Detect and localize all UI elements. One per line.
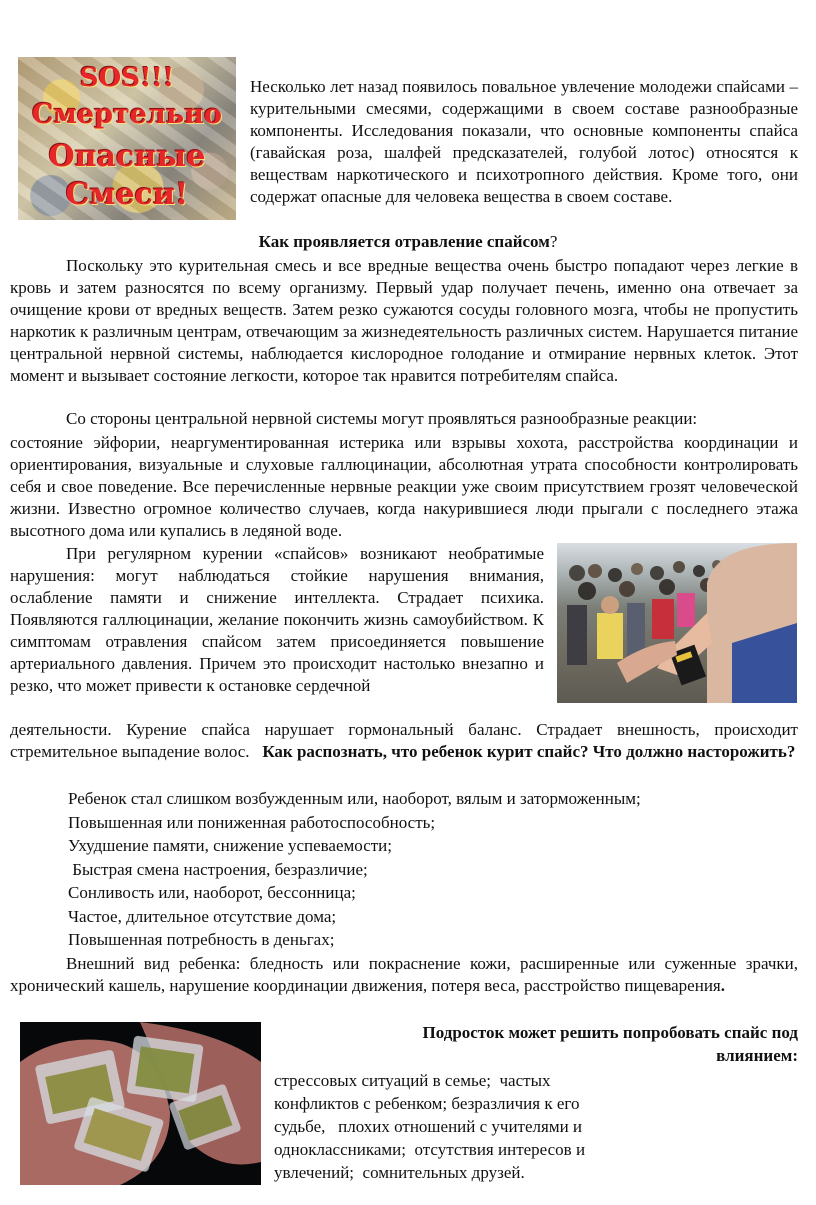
appearance-end: . [720,976,725,995]
poster-line-3: Опасные [48,139,206,174]
heading-poisoning-qmark: ? [549,232,558,251]
influence-line: судьбе, плохих отношений с учителями и [274,1117,583,1136]
cns-paragraph-intro: Со стороны центральной нервной системы могут проявляться разнообразные реакции: [66,409,698,428]
heading-influence-line2: влиянием: [716,1046,798,1065]
poster-line-4: Смеси! [65,177,189,212]
regular-smoking-paragraph: При регулярном курении «спайсов» возникают необратимые нарушения: могут наблюдаться стойкие нарушения внимания, ослабление памяти и снижение интеллекта. Страдает психика. Появляются галлюцинации, желание покончить жизнь самоубийством. К симптомам отравления спайсом затем присоединяется повышение артериального давления. Причем это происходит настолько внезапно и резко, что может привести к остановке сердечной [10,544,544,695]
sign-item: Повышенная или пониженная работоспособность; [68,813,436,832]
heading-recognize-part2: спайс? Что должно насторожить? [536,742,796,761]
influence-line: стрессовых ситуаций в семье; частых [274,1071,551,1090]
poisoning-paragraph: Поскольку это курительная смесь и все вредные вещества очень быстро попадают через легкие в кровь и затем разносятся по всему организму. Первый удар получает печень, именно она отвечает за очищение крови от вредных веществ. Затем резко сужаются сосуды головного мозга, чтобы не пропустить наркотик к различным центрам, отвечающим за жизнедеятельность различных систем. Нарушается питание центральной нервной системы, наблюдается кислородное голодание и отмирание нервных клеток. Этот момент и вызывает состояние легкости, которое так нравится потребителям спайса. [10,256,798,385]
influence-line: одноклассниками; отсутствия интересов и [274,1140,586,1159]
sign-item: Повышенная потребность в деньгах; [68,930,335,949]
heading-poisoning [0,231,816,253]
heading-poisoning-text: Как проявляется отравление спайсом [258,232,550,251]
intro-paragraph: Несколько лет назад появилось повальное увлечение молодежи спайсами – курительными смесями, содержащими в своем составе разнообразные компоненты. Исследования показали, что основные компоненты спайса (гавайская роза, шалфей предсказателей, голубой лотос) относятся к веществам наркотического и психотропного действия. Кроме того, они содержат опасные для человека вещества в своем составе. [250,77,798,206]
sign-item: Частое, длительное отсутствие дома; [68,907,337,926]
appearance-text: Внешний вид ребенка: бледность или покраснение кожи, расширенные или суженные зрачки, хронический кашель, нарушение координации движения, потеря веса, расстройство пищеварения [10,954,798,995]
sign-item: Сонливость или, наоборот, бессонница; [68,883,356,902]
appearance-paragraph [10,953,798,997]
regular-smoking-paragraph-cont [10,719,798,763]
crowd-photo [557,543,797,703]
sign-item: Ребенок стал слишком возбужденным или, наоборот, вялым и заторможенным; [68,789,641,808]
heading-recognize-part1: Как распознать, что ребенок курит [262,742,533,761]
poster-line-2: Смертельно [31,99,223,130]
crowd-photo-illustration [557,543,797,703]
influence-line: увлечений; сомнительных друзей. [274,1163,525,1182]
poster-line-1: SOS!!! [79,63,175,93]
regular-smoking-paragraph-end: деятельности. Курение спайса нарушает гормональный баланс. Страдает внешность, происходит стремительное выпадение волос. [10,720,798,761]
influence-line: конфликтов с ребенком; безразличия к его [274,1094,580,1113]
sos-poster-image [18,57,236,220]
spice-bags-photo [20,1022,261,1185]
sign-item: Ухудшение памяти, снижение успеваемости; [68,836,392,855]
sign-item: Быстрая смена настроения, безразличие; [68,860,368,879]
spice-bags-illustration [20,1022,261,1185]
cns-paragraph: состояние эйфории, неаргументированная истерика или взрывы хохота, расстройства координации и ориентирования, визуальные и слуховые галлюцинации, абсолютная утрата способности контролировать себя и свое поведение. Все перечисленные нервные реакции уже своим присутствием грозят человеческой жизни. Известно огромное количество случаев, когда накурившиеся люди прыгали с последнего этажа высотного дома или купались в ледяной воде. [10,433,798,540]
heading-influence-line1: Подросток может решить попробовать спайс под [422,1023,798,1042]
